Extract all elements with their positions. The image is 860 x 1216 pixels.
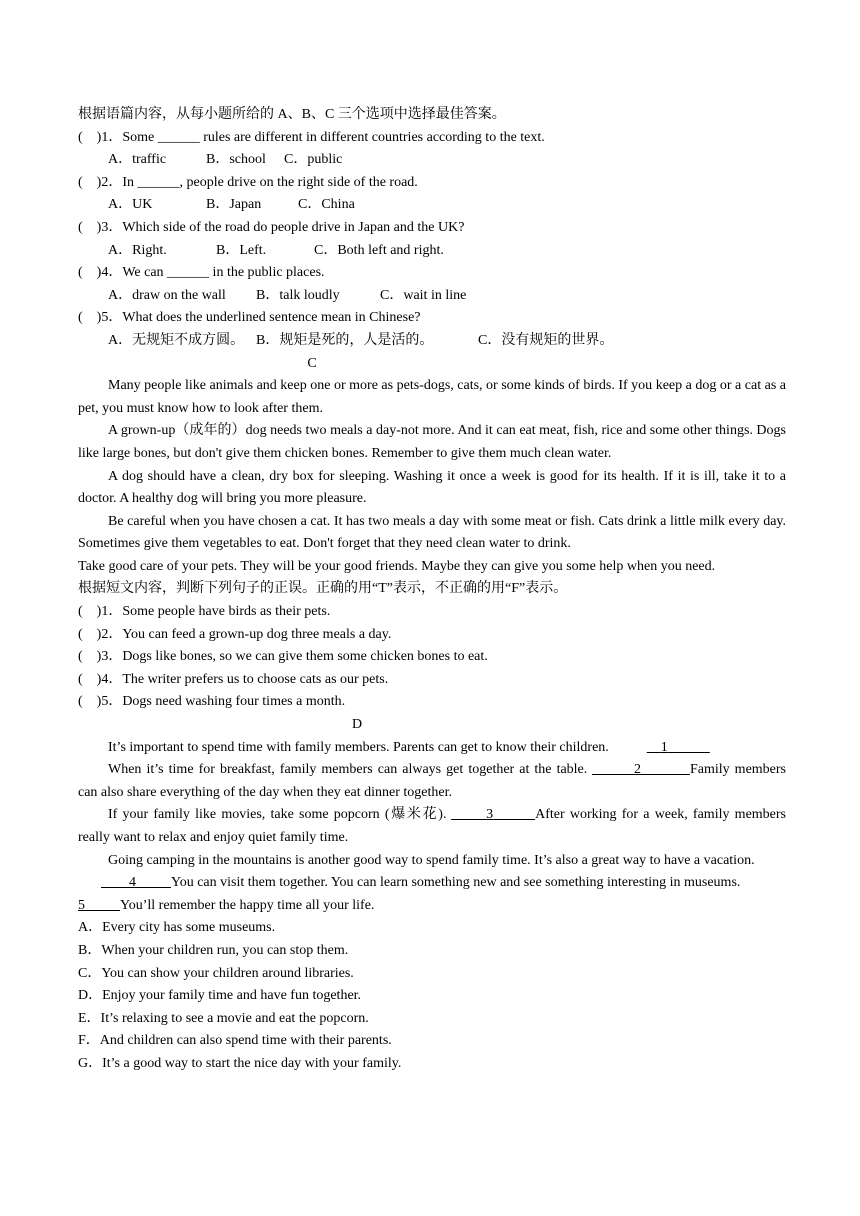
- passage-d-paragraph-5: [78, 872, 786, 895]
- blank-number: 1: [660, 739, 668, 755]
- option-a: A．Right.: [108, 242, 167, 258]
- passage-text: You can visit them together. You can learn something new and see something interesting in museums.: [171, 875, 741, 891]
- question-4: ( )4．We can ______ in the public places.: [78, 265, 325, 281]
- option-b: B．school: [206, 152, 266, 168]
- statement-5: ( )5．Dogs need washing four times a month.: [78, 694, 346, 710]
- question-1: ( )1．Some ______ rules are different in different countries according to the text.: [78, 129, 545, 145]
- question-5-options: [78, 330, 786, 353]
- statement-4: ( )4．The writer prefers us to choose cats as our pets.: [78, 671, 389, 687]
- passage-text: You’ll remember the happy time all your life.: [120, 897, 375, 913]
- blank-5: [78, 898, 120, 913]
- option-line-a: A．Every city has some museums.: [78, 920, 276, 936]
- option-c: C．China: [298, 197, 355, 213]
- blank-1: [647, 740, 710, 755]
- passage-c-paragraph: A grown-up（成年的）dog needs two meals a day-not more. And it can eat meat, fish, rice and some other things. Dogs like large bones, but don't give them chicken bones. Remember to give them much clean water.: [78, 423, 786, 461]
- passage-text: If your family like movies, take some popcorn (爆米花).: [108, 807, 447, 823]
- question-2: ( )2．In ______, people drive on the right side of the road.: [78, 174, 418, 190]
- section-c-heading: C: [307, 355, 317, 371]
- statement-1: ( )1．Some people have birds as their pets.: [78, 604, 331, 620]
- passage-text: Family members can also share everything of the day when they eat dinner together.: [78, 762, 786, 800]
- option-c: C．public: [284, 152, 343, 168]
- passage-c-paragraph: Be careful when you have chosen a cat. It has two meals a day with some meat or fish. Cats drink a little milk every day. Sometimes give them vegetables to eat. Don't forget that they need clean water to drink.: [78, 513, 786, 552]
- option-b: B．Japan: [206, 197, 262, 213]
- option-a: A．draw on the wall: [108, 287, 226, 303]
- passage-d-paragraph-2: [78, 759, 786, 804]
- blank-number: 2: [633, 762, 641, 778]
- passage-text: When it’s time for breakfast, family members can always get together at the table.: [108, 762, 588, 778]
- option-line-b: B．When your children run, you can stop them.: [78, 942, 349, 958]
- option-a: A．无规矩不成方圆。: [108, 332, 245, 348]
- option-a: A．traffic: [108, 152, 167, 168]
- option-c: C．wait in line: [380, 287, 467, 303]
- passage-d-paragraph-3: [78, 804, 786, 849]
- passage-c-paragraph: A dog should have a clean, dry box for sleeping. Washing it once a week is good for its health. If it is ill, take it to a doctor. A healthy dog will bring you more pleasure.: [78, 468, 786, 507]
- option-b: B．talk loudly: [256, 287, 340, 303]
- blank-number: 4: [129, 875, 136, 891]
- option-c: C．Both left and right.: [314, 242, 444, 258]
- section-c-instruction: 根据短文内容，判断下列句子的正误。正确的用“T”表示，不正确的用“F”表示。: [78, 581, 568, 597]
- question-5: ( )5．What does the underlined sentence mean in Chinese?: [78, 310, 421, 326]
- option-line-c: C．You can show your children around libraries.: [78, 965, 354, 981]
- question-4-options: [78, 285, 786, 308]
- option-b: B．Left.: [216, 242, 267, 258]
- statement-3: ( )3．Dogs like bones, so we can give them some chicken bones to eat.: [78, 649, 488, 665]
- passage-c-paragraph: Many people like animals and keep one or more as pets-dogs, cats, or some kinds of birds. If you keep a dog or a cat as a pet, you must know how to look after them.: [78, 378, 786, 416]
- blank-4: [101, 875, 171, 890]
- passage-d-paragraph-6: [78, 895, 786, 918]
- option-line-d: D．Enjoy your family time and have fun together.: [78, 988, 362, 1004]
- passage-d-paragraph-1: [78, 737, 786, 760]
- section-b-instruction: 根据语篇内容，从每小题所给的 A、B、C 三个选项中选择最佳答案。: [78, 107, 506, 122]
- question-1-options: [78, 149, 786, 172]
- option-line-f: F．And children can also spend time with their parents.: [78, 1033, 392, 1049]
- section-d-heading: D: [351, 717, 363, 733]
- option-a: A．UK: [108, 197, 153, 213]
- passage-d-paragraph-4: Going camping in the mountains is another good way to spend family time. It’s also a great way to have a vacation.: [108, 852, 755, 868]
- question-3: ( )3．Which side of the road do people drive in Japan and the UK?: [78, 219, 465, 235]
- blank-number: 3: [486, 807, 494, 823]
- blank-3: [451, 807, 535, 822]
- blank-2: [592, 762, 690, 777]
- option-c: C．没有规矩的世界。: [478, 332, 614, 348]
- passage-c-closing: Take good care of your pets. They will be your good friends. Maybe they can give you some help when you need.: [78, 558, 716, 574]
- question-2-options: [78, 194, 786, 217]
- blank-number: 5: [78, 897, 85, 913]
- passage-text: After working for a week, family members really want to relax and enjoy quiet family time.: [78, 807, 786, 845]
- option-line-e: E．It’s relaxing to see a movie and eat the popcorn.: [78, 1010, 369, 1026]
- passage-text: It’s important to spend time with family members. Parents can get to know their children.: [108, 739, 609, 755]
- statement-2: ( )2．You can feed a grown-up dog three meals a day.: [78, 626, 392, 642]
- option-b: B．规矩是死的，人是活的。: [256, 332, 434, 348]
- option-line-g: G．It’s a good way to start the nice day with your family.: [78, 1055, 402, 1071]
- question-3-options: [78, 240, 786, 263]
